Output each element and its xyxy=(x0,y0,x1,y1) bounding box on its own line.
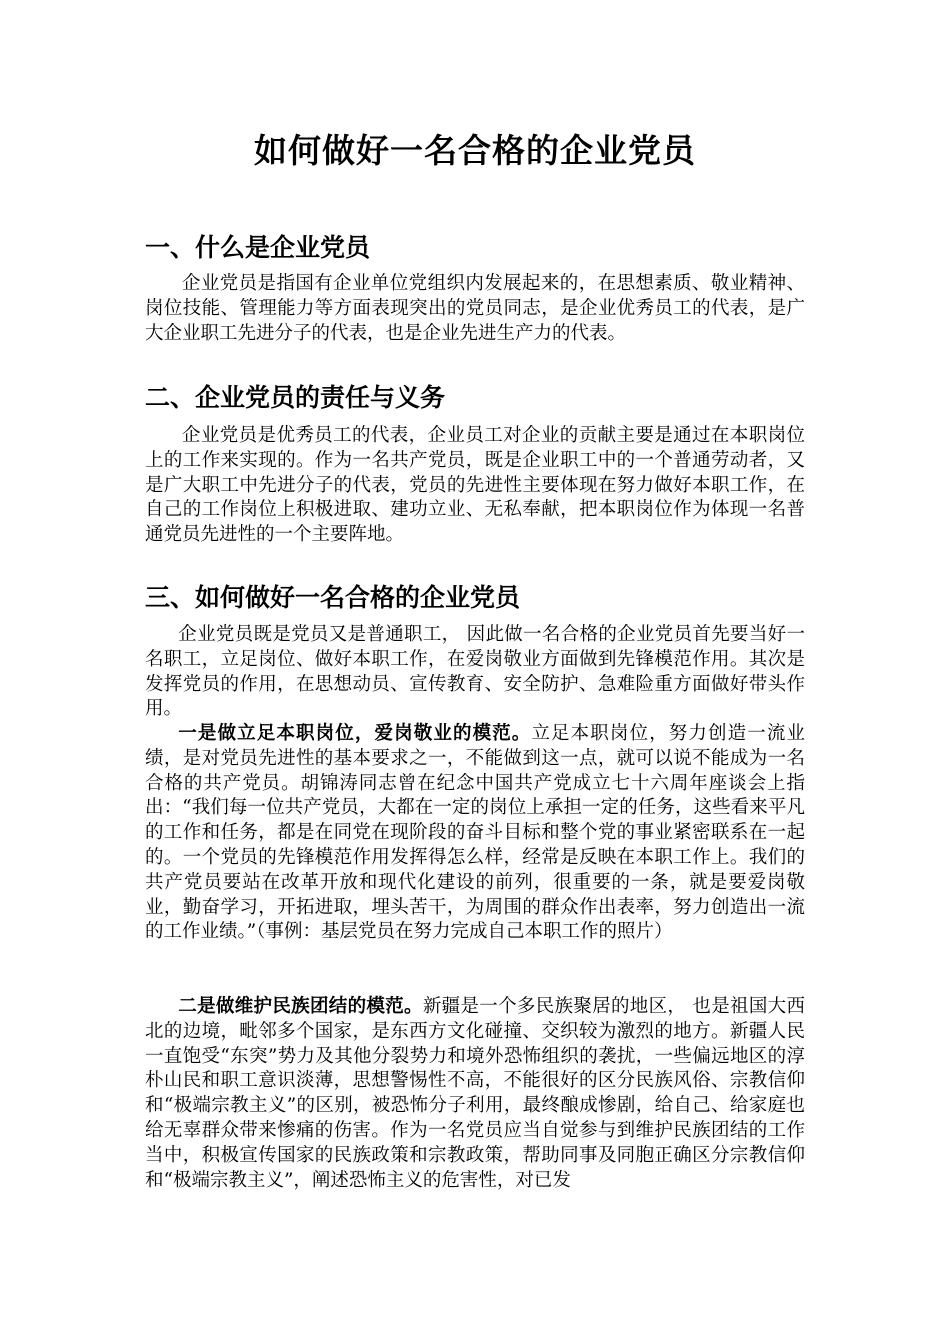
section-heading-3: 三、如何做好一名合格的企业党员 xyxy=(145,583,521,612)
point-1-lead: 一是做立足本职岗位，爱岗敬业的模范。 xyxy=(178,723,532,744)
section-heading-2: 二、企业党员的责任与义务 xyxy=(145,383,446,412)
section-3-intro-paragraph: 企业党员既是党员又是普通职工， 因此做一名合格的企业党员首先要当好一名职工，立足岗位、做好本职工作，在爱岗敬业方面做到先锋模范作用。其次是发挥党员的作用，在思想动员、宣传教育、安全防护、急难险重方面做好带头作用。 xyxy=(145,624,805,720)
point-1-text: 立足本职岗位，努力创造一流业绩，是对党员先进性的基本要求之一，不能做到这一点，就可以说不能成为一名合格的共产党员。胡锦涛同志曾在纪念中国共产党成立七十六周年座谈会上指出：“我们每一位共产党员，大都在一定的岗位上承担一定的任务，这些看来平凡的工作和任务，都是在同党在现阶段的奋斗目标和整个党的事业紧密联系在一起的。一个党员的先锋模范作用发挥得怎么样，经常是反映在本职工作上。我们的共产党员要站在改革开放和现代化建设的前列，很重要的一条，就是要爱岗敬业，勤奋学习，开拓进取，埋头苦干，为周围的群众作出表率，努力创造出一流的工作业绩。”（事例：基层党员在努力完成自己本职工作的照片） xyxy=(145,723,805,943)
section-3-point-1-paragraph xyxy=(145,722,805,945)
section-3-point-2-paragraph xyxy=(145,995,805,1193)
point-2-lead: 二是做维护民族团结的模范。 xyxy=(178,996,423,1017)
point-2-text: 新疆是一个多民族聚居的地区， 也是祖国大西北的边境，毗邻多个国家，是东西方文化碰撞、交织较为激烈的地方。新疆人民一直饱受“东突”势力及其他分裂势力和境外恐怖组织的袭扰，一些偏远地区的淳朴山民和职工意识淡薄，思想警惕性不高，不能很好的区分民族风俗、宗教信仰和“极端宗教主义”的区别，被恐怖分子利用，最终酿成惨剧，给自己、给家庭也给无辜群众带来惨痛的伤害。作为一名党员应当自觉参与到维护民族团结的工作当中，积极宣传国家的民族政策和宗教政策，帮助同事及同胞正确区分宗教信仰和“极端宗教主义”，阐述恐怖主义的危害性，对已发 xyxy=(145,996,805,1191)
section-2-paragraph: 企业党员是优秀员工的代表，企业员工对企业的贡献主要是通过在本职岗位上的工作来实现的。作为一名共产党员，既是企业职工中的一个普通劳动者，又是广大职工中先进分子的代表，党员的先进性主要体现在努力做好本职工作，在自己的工作岗位上积极进取、建功立业、无私奉献，把本职岗位作为体现一名普通党员先进性的一个主要阵地。 xyxy=(145,425,805,546)
document-title: 如何做好一名合格的企业党员 xyxy=(254,131,696,170)
section-1-paragraph: 企业党员是指国有企业单位党组织内发展起来的，在思想素质、敬业精神、岗位技能、管理能力等方面表现突出的党员同志，是企业优秀员工的代表，是广大企业职工先进分子的代表，也是企业先进生产力的代表。 xyxy=(145,273,805,344)
section-heading-1: 一、什么是企业党员 xyxy=(145,233,371,262)
